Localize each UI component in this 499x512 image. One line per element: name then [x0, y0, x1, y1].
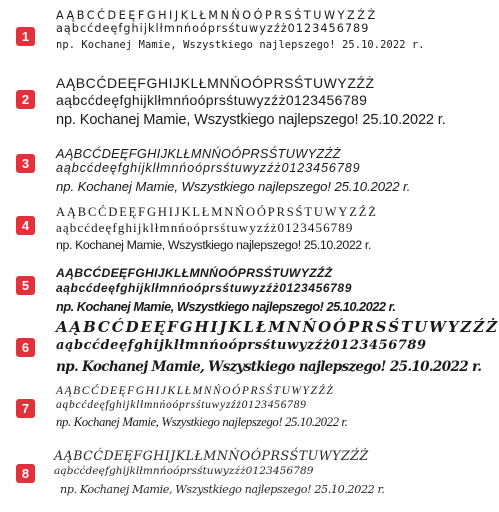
- font-number-badge: 6: [16, 338, 35, 357]
- lowercase-alphabet-digits: aąbcćdeęfghijklłmnńoóprsśtuwyzźż0123456789: [56, 220, 354, 235]
- uppercase-alphabet: AĄBCĆDEĘFGHIJKLŁMNŃOÓPRSŚTUWYZŹŻ: [56, 266, 333, 280]
- font-number-badge: 1: [16, 27, 35, 46]
- font-sample: [56, 10, 440, 54]
- uppercase-alphabet: AĄBCĆDEĘFGHIJKLŁMNŃOÓPRSŚTUWYZŹŻ: [56, 318, 499, 336]
- sample-sentence: np. Kochanej Mamie, Wszystkiego najlepszego! 25.10.2022 r.: [56, 238, 371, 252]
- font-sample: [56, 318, 499, 379]
- sample-sentence: np. Kochanej Mamie, Wszystkiego najlepszego! 25.10.2022 r.: [56, 299, 396, 314]
- font-number-badge: 7: [16, 399, 35, 418]
- lowercase-alphabet-digits: aąbcćdeęfghijklłmnńoóprsśtuwyzźż0123456789: [54, 465, 314, 477]
- lowercase-alphabet-digits: aąbcćdeęfghijklłmnńoóprsśtuwyzźż0123456789: [56, 161, 361, 175]
- font-sample: [56, 205, 440, 256]
- uppercase-alphabet: AĄBCĆDEĘFGHIJKLŁMNŃOÓPRSŚTUWYZŹŻ: [56, 205, 378, 219]
- lowercase-alphabet-digits: aąbcćdeęfghijklłmnńoóprsśtuwyzźż0123456789: [56, 338, 427, 353]
- font-number-badge: 2: [16, 90, 35, 109]
- uppercase-alphabet: AĄBCĆDEĘFGHIJKLŁMNŃOÓPRSŚTUWYZŹŻ: [56, 385, 335, 397]
- font-number-badge: 5: [16, 276, 35, 295]
- lowercase-alphabet-digits: aąbcćdeęfghijklłmnńoóprsśtuwyzźż0123456789: [56, 92, 368, 108]
- sample-sentence: np. Kochanej Mamie, Wszystkiego najlepszego! 25.10.2022 r.: [56, 359, 482, 375]
- sample-sentence: np. Kochanej Mamie, Wszystkiego najlepszego! 25.10.2022 r.: [56, 179, 411, 194]
- font-number-badge: 8: [16, 464, 35, 483]
- uppercase-alphabet: AĄBCĆDEĘFGHIJKLŁMNŃOÓPRSŚTUWYZŹŻ: [56, 75, 375, 91]
- font-number-badge: 4: [16, 216, 35, 235]
- font-number-badge: 3: [16, 154, 35, 173]
- lowercase-alphabet-digits: aąbcćdeęfghijklłmnńoóprsśtuwyzźż0123456789: [56, 399, 307, 411]
- sample-sentence: np. Kochanej Mamie, Wszystkiego najlepszego! 25.10.2022 r.: [56, 39, 425, 51]
- uppercase-alphabet: AĄBCĆDEĘFGHIJKLŁMNŃOÓPRSŚTUWYZŹŻ: [54, 448, 369, 463]
- sample-sentence: np. Kochanej Mamie, Wszystkiego najlepszego! 25.10.2022 r.: [56, 112, 446, 128]
- lowercase-alphabet-digits: aąbcćdeęfghijklłmnńoóprsśtuwyzźż0123456789: [56, 22, 370, 35]
- sample-sentence: np. Kochanej Mamie, Wszystkiego najlepszego! 25.10.2022 r.: [56, 415, 348, 429]
- uppercase-alphabet: AĄBCĆDEĘFGHIJKLŁMNŃOÓPRSŚTUWYZŹŻ: [56, 9, 378, 22]
- font-sample: [54, 448, 438, 501]
- lowercase-alphabet-digits: aąbcćdeęfghijklłmnńoóprsśtuwyzźż0123456789: [56, 281, 352, 295]
- uppercase-alphabet: AĄBCĆDEĘFGHIJKLŁMNŃOÓPRSŚTUWYZŹŻ: [56, 146, 341, 161]
- font-sample: [56, 74, 446, 132]
- font-sample: [56, 266, 440, 317]
- font-sample: [56, 146, 440, 197]
- font-sample: [56, 385, 440, 432]
- sample-sentence: np. Kochanej Mamie, Wszystkiego najlepszego! 25.10.2022 r.: [60, 483, 385, 496]
